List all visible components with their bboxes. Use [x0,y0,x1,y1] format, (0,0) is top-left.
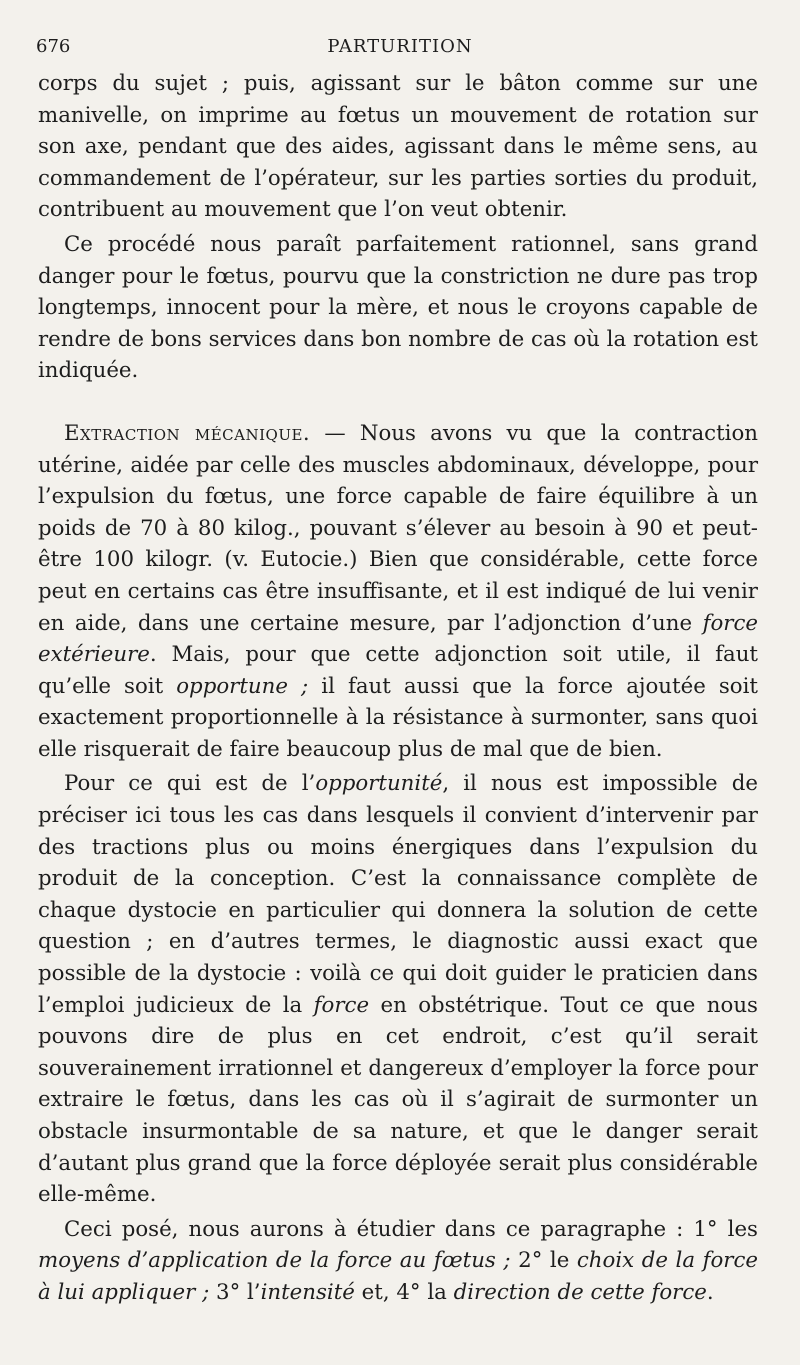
italic-term: opportunité [315,771,443,797]
italic-term: choix de la force à lui appliquer ; [38,1248,758,1305]
italic-term: moyens d’application de la force au fœtus ; [38,1248,511,1274]
section-title: Extraction mécanique. [64,420,311,446]
italic-term: direction de cette force [453,1279,707,1305]
italic-term: opportune ; [176,673,309,699]
paragraph-continuation: corps du sujet ; puis, agissant sur le bâton comme sur une manivelle, on imprime au fœtus un mouvement de rotation sur son axe, pendant que des aides, agissant dans le même sens, au commandement de l’opérateur, sur les parties sorties du produit, contribuent au mouvement que l’on veut obtenir. [38,71,758,223]
italic-term: force [313,992,370,1018]
page-header [36,36,764,64]
paragraph-plan: Ceci posé, nous aurons à étudier dans ce paragraphe : 1° les moyens d’application de la force au fœtus ; 2° le choix de la force à lui appliquer ; 3° l’intensité et, 4° la direction de cette force. [38,1216,758,1305]
page-body [38,68,758,1309]
paragraph-procedure-assessment: Ce procédé nous paraît parfaitement rationnel, sans grand danger pour le fœtus, pourvu que la constriction ne dure pas trop longtemps, innocent pour la mère, et nous le croyons capable de rendre de bons services dans bon nombre de cas où la rotation est indiquée. [38,231,758,384]
italic-term: intensité [260,1279,355,1305]
page-number: 676 [36,36,71,57]
italic-term: force extérieure [38,610,758,668]
paragraph-opportunite: Pour ce qui est de l’opportunité, il nous est impossible de préciser ici tous les cas dans lesquels il convient d’intervenir par des tractions plus ou moins énergiques dans l’expulsion du produit de la conception. C’est la connaissance complète de chaque dystocie en particulier qui donnera la solution de cette question ; en d’autres termes, le diagnostic aussi exact que possible de la dystocie : voilà ce qui doit guider le praticien dans l’emploi judicieux de la force en obstétrique. Tout ce que nous pouvons dire de plus en cet endroit, c’est qu’il serait souverainement irrationnel et dangereux d’employer la force pour extraire le fœtus, dans les cas où il s’agirait de surmonter un obstacle insurmontable de sa nature, et que le danger serait d’autant plus grand que la force déployée serait plus considérable elle-même. [38,771,758,1208]
paragraph-extraction-mecanique: Extraction mécanique. — Nous avons vu que la contraction utérine, aidée par celle des muscles abdominaux, développe, pour l’expulsion du fœtus, une force capable de faire équilibre à un poids de 70 à 80 kilog., pouvant s’élever au besoin à 90 et peut-être 100 kilogr. (v. Eutocie.) Bien que considérable, cette force peut en certains cas être insuffisante, et il est indiqué de lui venir en aide, dans une certaine mesure, par l’adjonction d’une force extérieure. Mais, pour que cette adjonction soit utile, il faut qu’elle soit opportune ; il faut aussi que la force ajoutée soit exactement proportionnelle à la résistance à surmonter, sans quoi elle risquerait de faire beaucoup plus de mal que de bien. [38,420,758,762]
running-title: PARTURITION [327,36,473,57]
